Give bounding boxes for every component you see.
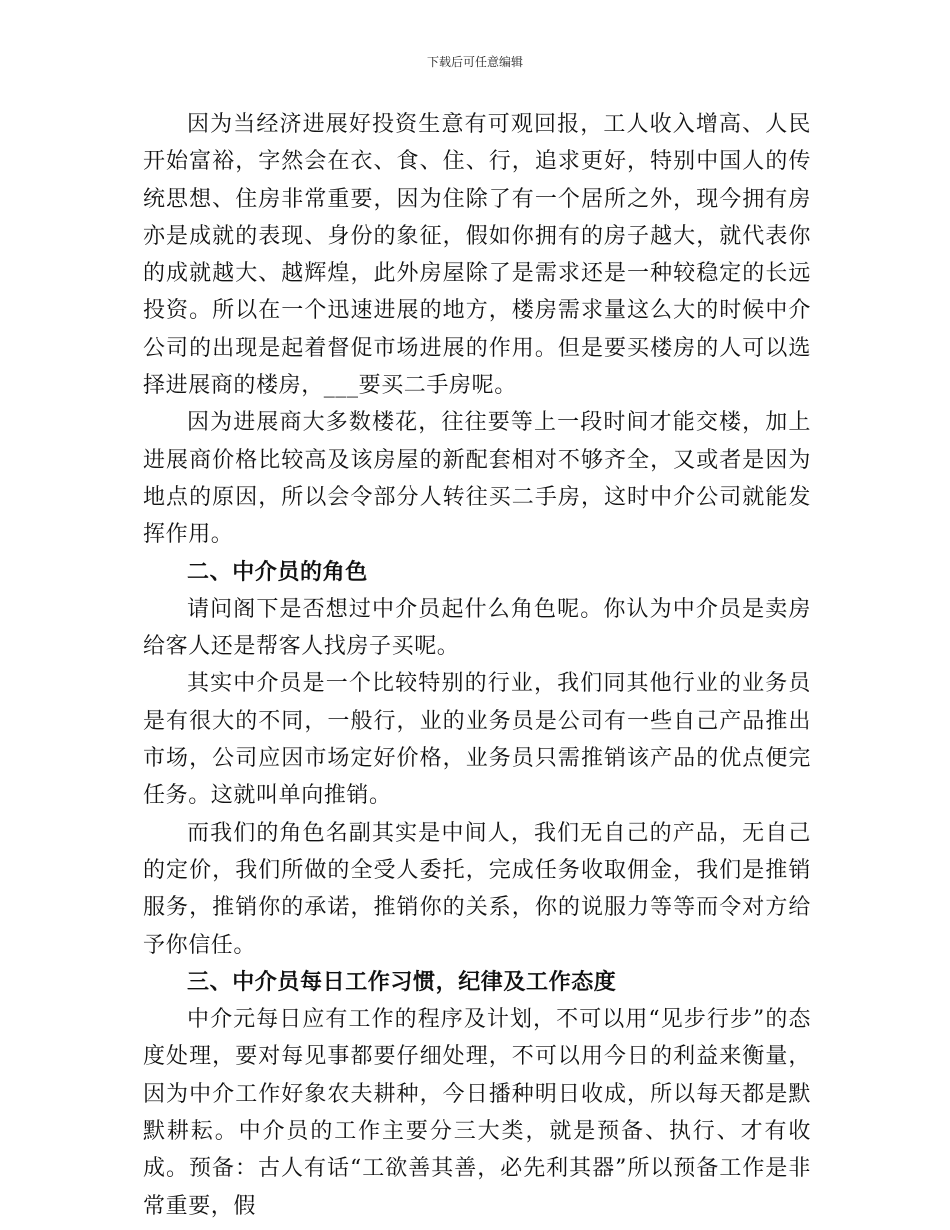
section-heading-2: 二、中介员的角色 bbox=[187, 559, 368, 585]
paragraph-6: 中介元每日应有工作的程序及计划，不可以用“见步行步”的态度处理，要对每见事都要仔细处理，不可以用今日的利益来衡量，因为中介工作好象农夫耕种，今日播种明日收成，所以每天都是默默耕耘。中介员的工作主要分三大类，就是预备、执行、才有收成。预备：古人有话“工欲善其善，必先利其器”所以预备工作是非常重要，假 bbox=[143, 1007, 811, 1219]
section-heading-3: 三、中介员每日工作习惯，纪律及工作态度 bbox=[187, 969, 617, 995]
paragraph-3: 请问阁下是否想过中介员起什么角色呢。你认为中介员是卖房给客人还是帮客人找房子买呢。 bbox=[143, 596, 811, 660]
document-body bbox=[143, 106, 811, 1225]
paragraph-5: 而我们的角色名副其实是中间人，我们无自己的产品，无自己的定价，我们所做的全受人委托，完成任务收取佣金，我们是推销服务，推销你的承诺，推销你的关系，你的说服力等等而令对方给予你信任。 bbox=[143, 820, 811, 958]
page-header: 下载后可任意编辑 bbox=[426, 55, 523, 69]
paragraph-4: 其实中介员是一个比较特别的行业，我们同其他行业的业务员是有很大的不同，一般行，业的业务员是公司有一些自己产品推出市场，公司应因市场定好价格，业务员只需推销该产品的优点便完任务。这就叫单向推销。 bbox=[143, 671, 811, 809]
paragraph-2: 因为进展商大多数楼花，往往要等上一段时间才能交楼，加上进展商价格比较高及该房屋的新配套相对不够齐全，又或者是因为地点的原因，所以会令部分人转往买二手房，这时中介公司就能发挥作用。 bbox=[143, 410, 811, 548]
paragraph-1: 因为当经济进展好投资生意有可观回报，工人收入增高、人民开始富裕，字然会在衣、食、住、行，追求更好，特别中国人的传统思想、住房非常重要，因为住除了有一个居所之外，现今拥有房亦是成就的表现、身份的象征，假如你拥有的房子越大，就代表你的成就越大、越辉煌，此外房屋除了是需求还是一种较稳定的长远投资。所以在一个迅速进展的地方，楼房需求量这么大的时候中介公司的出现是起着督促市场进展的作用。但是要买楼房的人可以选择进展商的楼房，___要买二手房呢。 bbox=[143, 112, 811, 399]
